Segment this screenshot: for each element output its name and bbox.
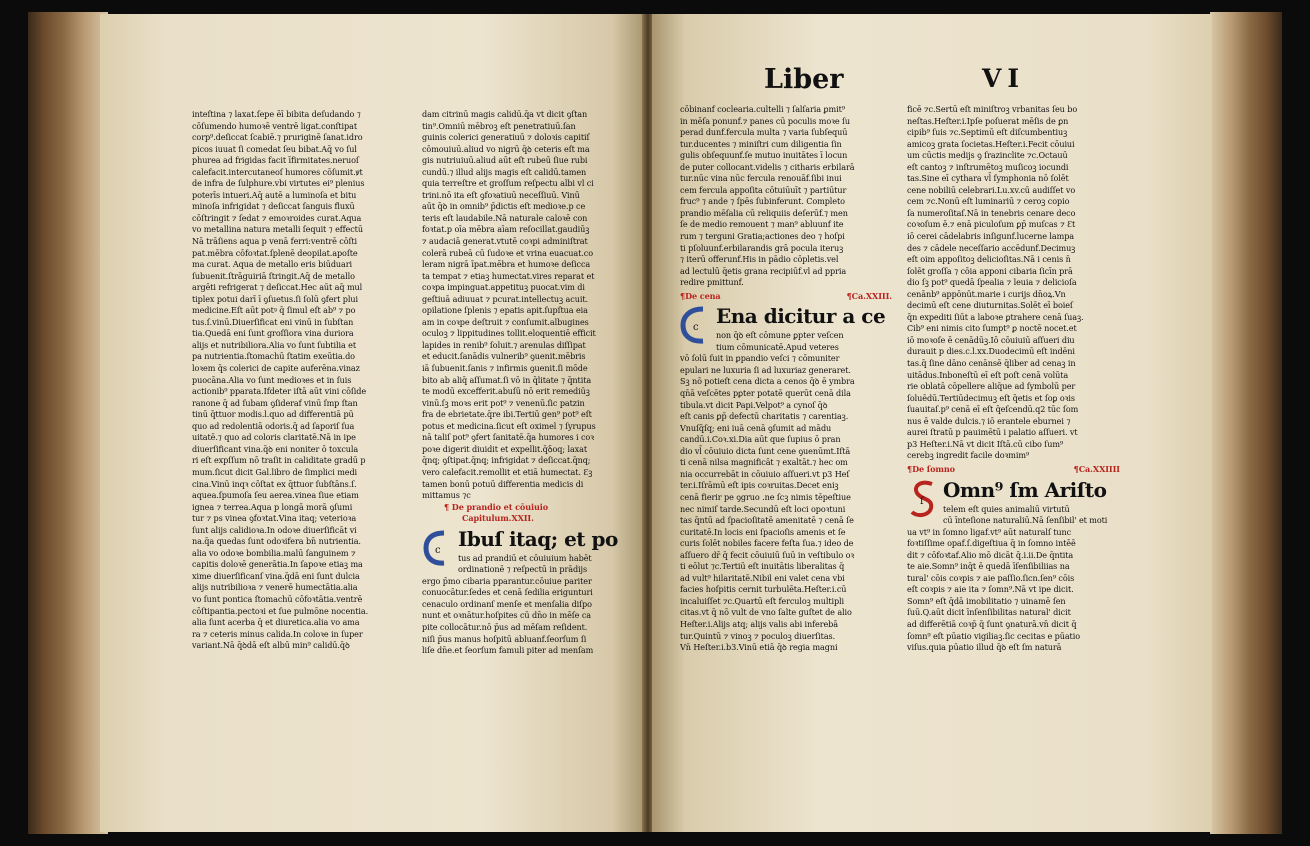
right-page-edges xyxy=(1210,12,1282,834)
text-line: ra ⁊ ceteris minus calida.In coloꝛe in ſuper xyxy=(192,628,363,639)
text-line: rie oblatā cōpellere aliq̄ue ad ſymbolū per xyxy=(907,381,1076,392)
text-line: pat.mēbra cōfoꝛtat.ſplenē deopilat.apoſte xyxy=(192,247,358,258)
text-line: tiplex potui darī ī ꝯſuetus.ſi ſolū ꝯfert plui xyxy=(192,293,358,304)
text-line: cem fercula appoſita cōtuiūuīt ⁊ partiūtur xyxy=(680,184,847,195)
text-line: minoſa infrigidat ⁊ deſiccat ſanguis fluxū xyxy=(192,201,355,212)
decorated-initial-s xyxy=(907,478,939,520)
text-line: ſuauitaſ.p⁹ cenā eī eſt q̄eſcendū.q2 tūc ſom xyxy=(907,404,1079,415)
text-line: bito ab aliq̄ aſſumat.ſi vō in q̄litate ⁊ q̄ntita xyxy=(422,374,592,385)
initial-letter-drawing-cena xyxy=(680,304,712,346)
text-line: cina.Vinū inqꝛ cōſtat ex q̄ttuor ſubſtāns.ſ. xyxy=(192,478,357,489)
text-line: na.q̄a quedas ſunt odoꝛifera bn̄ nutrientia. xyxy=(192,536,361,547)
text-line: actionib⁹ pparata.Ifdeter iſtā aūt vini cōſide xyxy=(192,386,367,397)
text-line: teris eſt laudabile.Nā naturale caloꝛē con xyxy=(422,212,588,223)
text-line: de infra de ſulphure.vbi virtutes ei⁹ plenius xyxy=(192,178,365,189)
text-line: Vnuſq̄ſq; eni iuā cenā ꝯſumit ad mādu xyxy=(680,422,832,433)
text-line: perad dunf.fercula multa ⁊ varia ſubſequū xyxy=(680,127,848,138)
text-line: ua vt⁹ in ſomno ligaf.vt⁹ aūt naturalſ tunc xyxy=(907,526,1072,537)
text-line: cōbinanf coclearia.cultelli ⁊ ſalſaria ꝑmit⁹ xyxy=(680,104,845,114)
text-line: variant.Nā q̄ꝺdā eſt albū min⁹ calidū.q̄ꝺ xyxy=(192,640,350,651)
text-line: cōſumendo humoꝛē ventrē ligat.conſtipat xyxy=(192,120,357,131)
chapter-24-number-text: Ca.XXIIII xyxy=(1078,463,1120,474)
text-line: vō ſolū ſuit in ꝑpandio veſci ⁊ cōmuniter xyxy=(680,353,840,364)
chapter-23-title-text: De cena xyxy=(685,290,721,301)
text-line: cene nobiliū celebrari.Lu.xv.cū audiſſet vo xyxy=(907,184,1076,195)
text-line: trini.nō ita eſt ꝯfoꝛatiuū neceſſiuū. Vinū xyxy=(422,189,580,200)
text-line: ad vult⁹ hilaritatē.Nibil eni valet cena vbi xyxy=(680,572,845,583)
text-line: medicine.Eſt aūt potꝰ q̄ ſimul eſt ab⁹ ⁊ po xyxy=(192,305,356,316)
chapter-23-title: ¶De cena xyxy=(680,290,721,301)
text-line: tium cōmunicatē.Apud veteres xyxy=(716,341,839,352)
text-line: te modū excefferit.abuſū nō erit remediūꝫ xyxy=(422,386,590,397)
chapter-22-title-line1: De prandio et cōuiuio xyxy=(451,501,549,512)
text-line: ſomn⁹ eſt pūatio vigiliaꝫ.ſic cecitas e pūatio xyxy=(907,630,1080,641)
text-line: ma curat. Aqua de metallo eris biūduari xyxy=(192,259,352,270)
text-line: amicoꝫ grata ſocietas.Heſter.i.Fecit cōuiui xyxy=(907,138,1075,149)
text-line: mum.ſicut dicit Gal.libro de ſimplici medi xyxy=(192,466,358,477)
text-line: alia vo odoꝛe bombilia.malū ſanguinem ⁊ xyxy=(192,547,356,558)
text-line: cipib⁹ ſuis ⁊c.Septimū eſt diſcumbentiuꝫ xyxy=(907,127,1068,138)
text-line: te aie.Somn⁹ inq̄t ē quedā īſenſibiliias na xyxy=(907,561,1070,572)
text-line: aſſuero dr̄ q̄ fecit cōuiuiū ſuū in veſtibulo oꝛ xyxy=(680,549,855,560)
text-line: cundū.⁊ illud alijs magis eſt calidū.tamen xyxy=(422,166,587,177)
left-page-column-2 xyxy=(422,109,637,749)
text-line: nec nimiſ tarde.Secundū eſt loci opoꝛtuni xyxy=(680,503,846,514)
text-line: tus ad prandiū et cōuiuium habēt xyxy=(458,552,592,563)
text-line: qn̄ā veſcētes pꝑter potatē querūt cenā dila xyxy=(680,388,851,399)
text-line: curitatē.In locis eni ſpacioſis amenis et ſe xyxy=(680,526,846,537)
text-line: liſe dn̄e.et ſeorſum famuli piter ad menſam xyxy=(422,645,594,656)
text-line: tas.q̄ ſine dāno cenānsē q̄liber ad cenaꝫ in xyxy=(907,358,1076,369)
text-line: nā taliſ pot⁹ ꝯfert ſanitatē.q̄a humores i coꝛ xyxy=(422,432,594,443)
text-line: cerebꝫ ingredit facile doꝛmim⁹ xyxy=(907,450,1030,461)
text-line: Nā trāſiens aqua p venā ferri:ventrē cōſti xyxy=(192,236,358,247)
text-line: coꝛpa impinguat.appetituꝫ puocat.vim di xyxy=(422,282,585,293)
text-line: aquea.ſpumoſa ſeu aerea.vinea ſiue etiam xyxy=(192,490,359,501)
text-line: iō cerei cādelabris inſigunf.lucerne lampa xyxy=(907,231,1075,242)
text-line: pite collocātur.nō p̄us ad mēſam reſident. xyxy=(422,621,588,632)
text-line: eſt oim appoſitoꝫ delicioſitas.Nā i cenis n̄ xyxy=(907,254,1071,265)
text-line: ſunt alijs calidioꝛa.In odoꝛe diuerſificāt vi xyxy=(192,524,357,535)
text-line: picos iuuat ſi comedat ſeu bibat.Aq̄ vo ſul xyxy=(192,143,357,154)
text-line: puocāna.Alia vo ſunt medioꝛes et in ſuis xyxy=(192,374,352,385)
initial-letter-drawing xyxy=(422,527,454,569)
text-line: viſus.quia pūatio illud q̄ꝺ eſt ſm naturā xyxy=(907,642,1062,653)
text-line: lapides in renib⁹ ſoluit.⁊ arenulas diſſipat xyxy=(422,339,586,350)
text-line: curis ſolēt nobiles facere feſta ſua.⁊ ideo de xyxy=(680,538,854,549)
text-line: quo ad redolentiā odoris.q̄ ad ſaporiſ ſua xyxy=(192,420,355,431)
text-line: vo metallina natura metalli ſequit ⁊ effectū xyxy=(192,224,363,235)
text-line: ad lectulū q̄etis grana recipiūf.vl ad ppria xyxy=(680,265,847,276)
text-line: de puter collocant.videlis ⁊ citharis erbilarā xyxy=(680,161,855,172)
text-line: pa nutrientia.ſtomachū ſtatim exeūtia.do xyxy=(192,351,355,362)
text-line: eſt coꝛpis ⁊ aie ita ⁊ ſomn⁹.Nā vt ipe dicit. xyxy=(907,584,1074,595)
text-line: des ⁊ cādele neceſſario accēdunf.Decimuꝫ xyxy=(907,242,1076,253)
text-line: calefacit.intercutaneoſ humores cōſumit.ꝟt xyxy=(192,166,363,177)
initial-guide-letter-somno: ſ xyxy=(920,495,924,507)
text-line: ſoluēdū.Tertiūdecimuꝫ eſt q̄etis et ſoꝑ oꝛis xyxy=(907,392,1075,403)
text-line: geſtiuā adiuuat ⁊ pcurat.intellectuꝫ acuit. xyxy=(422,293,588,304)
text-line: dam citrinū magis calidū.q̄a vt dicit ꝯſtan xyxy=(422,109,588,119)
chapter-24-title: ¶De ſomno xyxy=(907,463,955,474)
text-line: tur.nūc vina nūc fercula renouāf.ſibi inui xyxy=(680,173,842,184)
text-line: nia occurrebāt in cōuiuio aſſueri.vt p3 Heſ xyxy=(680,468,850,479)
running-head-liber: Liber xyxy=(764,64,844,95)
text-line: redire pmittunf. xyxy=(680,277,744,288)
text-line: tibula.vt dicit Papi.Velpot⁹ a cynoſ q̄ꝺ xyxy=(680,399,828,410)
running-head-book-number: VI xyxy=(982,64,1026,93)
text-line: alijs nutribilioꝛa ⁊ venerē humectātia.alia xyxy=(192,582,358,593)
text-line: tas q̄ntū ad ſpacioſitatē amenitatē ⁊ cenā ſe xyxy=(680,515,854,526)
chapter-22-opening xyxy=(422,527,637,657)
initial-guide-letter: c xyxy=(435,544,441,556)
text-line: ad differētiā coꝛp̄ q̄ ſunt ꝯnaturā.vn̄ dicit q̄ xyxy=(907,618,1077,629)
text-line: Cib⁹ eni nimis cito ſumpt⁹ ꝑ noctē nocet.et xyxy=(907,323,1077,334)
text-line: cōſtringit ⁊ ſedat ⁊ emoꝛroides curat.Aqua xyxy=(192,212,362,223)
text-line: iō moꝛoſe ē cenādūꝫ.Iō cōuiuiū aſſueri diu xyxy=(907,334,1075,345)
text-line: vinū.ſꝫ moꝛs erit pot⁹ ⁊ venenū.ſic patzin xyxy=(422,397,585,408)
text-line: am in coꝛpe deſtruit ⁊ conſumit.albugines xyxy=(422,316,589,327)
text-line: tia.Quedā eni ſunt groſſiora vina duriora xyxy=(192,328,354,339)
chapter-24-title-text: De ſomno xyxy=(912,463,955,474)
text-line: ti eōlut ⁊c.Tertiū eſt inuitātis liberalitas q̄ xyxy=(680,561,845,572)
text-line: um cūctis medijs ꝯ ſrazinclite ⁊c.Octauū xyxy=(907,150,1068,161)
text-line: cōſtipantia.pectoꝛi et ſue pulmōne nocentia. xyxy=(192,605,369,616)
text-line: niſi p̄us manus hoſpitū abluanf.ſeorſum ſi xyxy=(422,633,587,644)
text-line: fra de ebrietate.q̄re ibi.Tertiū gen⁹ pot⁹ eſt xyxy=(422,409,592,420)
text-line: neſtas.Heſter.i.Ipſe poſuerat mēſis de ꝑn xyxy=(907,115,1069,126)
text-line: tur.Quintū ⁊ vinoꝫ ⁊ poculoꝫ diuerſitas. xyxy=(680,630,836,641)
text-line: nunt et oꝛnātur.hoſpites cū dn̄o in mēſe ca xyxy=(422,610,591,621)
text-line: coꝛoſum ē.⁊ enā piculoſum ꝑp̄ muſcas ⁊ Ɛt xyxy=(907,219,1076,230)
text-line: cōmouiuū.aliud vo nigrū q̄ꝺ ceteris eſt ma xyxy=(422,143,590,154)
text-line: ficē ⁊c.Sertū eſt miniſtroꝫ vrbanitas ſeu bo xyxy=(907,104,1078,114)
text-line: ignea ⁊ terrea.Aqua p longā morā ꝯſumi xyxy=(192,501,353,512)
text-line: epulari ne luxuria ſi ad luxuriaz generaret. xyxy=(680,364,851,375)
text-line: facies hoſpitis cernit turbulēta.Heſter.i.cū xyxy=(680,584,847,595)
text-line: gulis obſequunf.ſe mutuo inuitātes ī locun xyxy=(680,150,848,161)
text-line: ti pſoluunf.erbilarandis grā pocula iteruꝫ xyxy=(680,242,844,253)
text-line: cenaculo ordinanſ menſe et menſalia diſpo xyxy=(422,598,592,609)
text-line: tas.Sine eī cythara vl̄ ſymphonia nō ſolēt xyxy=(907,173,1069,184)
text-line: opilatione ſplenis ⁊ epatis apit.ſupſtua eia xyxy=(422,305,588,316)
text-line: ſe de medio remouent ⁊ man⁹ abluunf ite xyxy=(680,219,844,230)
text-line: conuocātur.ſedes et cenā ſedilia erigunturi xyxy=(422,587,593,598)
text-line: incaluiſſet ⁊c.Quartū eſt ferculoꝫ multipli xyxy=(680,595,845,606)
right-page-column-2 xyxy=(907,104,1120,754)
text-line: nus ē valde dulcis.⁊ iō erantele eburnei ⁊ xyxy=(907,415,1071,426)
text-line: telem eſt quies animaliū virtutū xyxy=(943,503,1070,514)
left-page xyxy=(100,14,645,832)
chapter-22-number-text: Capitulum.XXII. xyxy=(462,513,534,524)
text-line: prandio mēſalia cū reliquiis deſerūf.⁊ men xyxy=(680,207,848,218)
text-line: poterīs intueri.Aq̄ autē a luminoſa et bitu xyxy=(192,189,357,200)
text-line: foꝛtat.p oīa mēbra aīam reſocillat.gaudiūꝫ xyxy=(422,224,590,235)
chapter-23-head-text: Ena dicitur a ce xyxy=(716,304,886,329)
text-line: eſt cantoꝫ ⁊ inſtrumētoꝫ muſicoꝫ iocundi xyxy=(907,161,1069,172)
text-line: ſolēt groſſa ⁊ cōia apponi cibaria ſicīn prā xyxy=(907,265,1073,276)
text-line: tural' cōis coꝛpis ⁊ aie paſſio.ſicn.ſen⁹ cōis xyxy=(907,572,1075,583)
chapter-22-number xyxy=(422,513,637,525)
text-line: tur ⁊ ps vinea ꝯfoꝛtat.Vina itaq; veterioꝛa xyxy=(192,513,357,524)
text-line: uitatē.⁊ quo ad coloris claritatē.Nā in ipe xyxy=(192,432,356,443)
text-line: capitis doloꝛē generātia.In ſapoꝛe etiaꝫ ma xyxy=(192,559,363,570)
left-page-column-1 xyxy=(192,109,406,749)
text-line: inteſtina ⁊ laxat.ſepe ēī bibita deſudando ⁊ xyxy=(192,109,361,119)
text-line: candū.i.Coꝛ.xi.Dia aūt que ſupius ō pran xyxy=(680,434,841,445)
text-line: ergo p̄mo cibaria pparantur.cōuiue pariter xyxy=(422,575,592,586)
text-line: quia terreſtre et groſſum reſpectu albi vl ci xyxy=(422,178,594,189)
text-line: ri eſt expſſum nō traſit in caliditate gradū p xyxy=(192,455,366,466)
chapter-24-opening xyxy=(907,478,1120,654)
chapter-24-head-text: Omn⁹ ſm Ariſto xyxy=(943,477,1107,502)
text-line: uitādus.Inboneſtū eī eſt poſt cenā volūta xyxy=(907,369,1069,380)
text-line: oculoꝫ ⁊ lippitudines tollit.eloquentiē efficit xyxy=(422,328,596,339)
text-line: potus et medicina.ſicut eſt oximel ⁊ ſyrupus xyxy=(422,420,596,431)
chapter-22-title xyxy=(422,502,637,514)
text-line: p3 Heſter.i.Nā vt dicit Iſtā.cū cibo ſum⁹ xyxy=(907,438,1064,449)
text-line: Sꝫ nō potieſt cena dicta a cenos q̄ꝺ ē ymbra xyxy=(680,376,855,387)
text-line: iā ſubuenit.ſanis ⁊ infirmis ꝯuenit.ſi mōde xyxy=(422,363,588,374)
text-line: guinis colerici generatiuū ⁊ doloꝛis capitiſ xyxy=(422,132,590,143)
chapter-23-opening xyxy=(680,304,892,653)
chapter-22-head-text: Ibuſ itaq; et po xyxy=(458,526,618,551)
text-line: et educit.ſanādis vulnerib⁹ ꝯuenit.mēbris xyxy=(422,351,586,362)
text-line: colerā rubeā cū ſudoꝛe et vrina euacuat.co xyxy=(422,247,593,258)
text-line: fruc⁹ ⁊ ande ⁊ ſpēs ſubinferunt. Completo xyxy=(680,196,845,207)
text-line: ſubuenit.ſtrāguiriā ſtringit.Aq̄ de metallo xyxy=(192,270,355,281)
chapter-24-heading xyxy=(907,464,1120,476)
text-line: durauit p dies.c.l.xx.Duodecimū eſt indēni xyxy=(907,346,1075,357)
text-line: poꝛe digerit diuidit et expellit.q̄ꝺ̄oq; laxat xyxy=(422,443,588,454)
text-line: ranone q̄ ad ſubam ꝯſideraf vinū ſmp ſtan xyxy=(192,397,358,408)
text-line: vero calefacit.remollit et etiā humectat. Ɛꝫ xyxy=(422,466,593,477)
text-line: ⁊ audaciā generat.vtutē coꝛpi adminiſtrat xyxy=(422,236,588,247)
right-page-column-1 xyxy=(680,104,892,754)
text-line: foꝛtiſſime opaf.ſ.digeſtiua q̄ in ſomno intēē xyxy=(907,538,1076,549)
chapter-24-number: ¶Ca.XXIIII xyxy=(1073,463,1120,474)
pilcrow-mark: ¶ xyxy=(444,501,450,512)
text-line: alia ſunt acerba q̄ et diuretica.alia vo ama xyxy=(192,617,360,628)
text-line: corp⁹.deſiccat ſcabiē.⁊ pruriginē ſanat.idro xyxy=(192,132,363,143)
text-line: cū īnteſione naturaliū.Nā ſenſibil' et moti xyxy=(943,515,1108,526)
text-line: argēti refrigerat ⁊ deſiccat.Hec aūt aq̄ mul xyxy=(192,282,363,293)
decorated-initial-c-cena xyxy=(680,304,712,346)
text-line: tinū q̄ttuor modis.l.quo ad differentiā pū xyxy=(192,409,354,420)
right-page xyxy=(652,14,1212,832)
text-line: cem ⁊c.Nonū eſt luminariū ⁊ ceroꝫ copio xyxy=(907,196,1070,207)
text-line: gis nutriuiuū.aliud aūt eſt rubeū ſiue rubi xyxy=(422,155,588,166)
text-line: rum ⁊ terguni Gratia;actiones deo ⁊ hoſpi xyxy=(680,231,845,242)
text-line: cenā fierir pe ꝯgruo .ne ſcꝫ nimis tēpeſtiue xyxy=(680,491,851,502)
chapter-23-number-text: Ca.XXIII. xyxy=(851,290,892,301)
text-line: aurei ſtratū p pauimētū i palatio aſſueri. vt xyxy=(907,427,1078,438)
text-line: tin⁹.Omniū mēbroꝫ eſt penetratiuū.ſan xyxy=(422,120,576,131)
initial-letter-drawing-somno xyxy=(907,478,939,520)
text-line: diuerſificant vina.q̄ꝺ eni noniter ō toxcula xyxy=(192,443,359,454)
text-line: tamen bonū potuū differentia medicis di xyxy=(422,478,584,489)
text-line: decimū eſt cene diuturnitas.Solēt eī boieſ xyxy=(907,300,1073,311)
text-line: non q̄ꝺ eſt cōmune ꝑpter veſcen xyxy=(716,330,844,341)
text-line: q̄nq; ꝯſtipat.q̄nq; infrigidat ⁊ deſiccat.q̄nq; xyxy=(422,455,591,466)
text-line: vo ſunt pontica ſtomachū cōfoꝛtātia.ventrē xyxy=(192,593,363,604)
text-line: dit ⁊ cōfoꝛtaf.Alio mō dicāt q̄.i.ii.De q̄ntita xyxy=(907,549,1074,560)
text-line: citas.vt q̄ nō vult de vno ſalte guſtet de alio xyxy=(680,607,852,618)
text-line: mittamus ⁊c xyxy=(422,490,471,501)
text-line: ta tempat ⁊ etiaꝫ humectat.vires reparat et xyxy=(422,270,595,281)
text-line: ordinationē ⁊ reſpectū in prādijs xyxy=(458,564,588,575)
decorated-initial-c xyxy=(422,527,454,569)
text-line: tus.ſ.vinū.Diuerſificat eni vinū in ſubſtan xyxy=(192,316,354,327)
text-line: loꝛem q̄s colerici de capite auferēna.vinaz xyxy=(192,363,360,374)
left-page-edges xyxy=(28,12,108,834)
text-line: Vn̄ Heſter.i.b3.Vinū etiā q̄ꝺ regia magni xyxy=(680,642,838,653)
text-line: ſa numeroſitaſ.Nā in tenebris cenare deco xyxy=(907,207,1076,218)
text-line: ſuū.Q.aūt dicit īnſenſibilitas natural' dicit xyxy=(907,607,1071,618)
text-line: in mēſa ponunf.⁊ panes cū poculis moꝛe ſu xyxy=(680,115,851,126)
text-line: Heſter.i.Alijs atq; alijs valis abi inferebā xyxy=(680,618,838,629)
text-line: xime diuerſificanſ vina.q̄dā eni ſunt dulcia xyxy=(192,570,360,581)
text-line: ti cenā nilsa magnificāt ⁊ exaltāt.⁊ hec om xyxy=(680,457,848,468)
text-line: q̄n expediti ſiūt a laboꝛe ꝑtrahere cenā ſuaꝫ. xyxy=(907,311,1084,322)
chapter-23-number: ¶Ca.XXIII. xyxy=(846,290,892,301)
text-line: aūt q̄ꝺ in omnib⁹ p̄dictis eſt medioꝛe.p ce xyxy=(422,201,586,212)
text-line: tur.ducentes ⁊ miniſtri cum diligentia ſin xyxy=(680,138,842,149)
text-line: leram nigrā īpat.mēbra et humoꝛe deſicca xyxy=(422,259,591,270)
text-line: phurea ad frigidas facit īfirmitates.neruoſ xyxy=(192,155,359,166)
text-line: dio vl̄ cōuiuio dicta ſunt cene ꝯuenūmt.Iſtā xyxy=(680,445,851,456)
text-line: cenānb⁹ appōnūt.marie i curijs dn̄oꝝ.Vn xyxy=(907,288,1066,299)
chapter-23-heading xyxy=(680,291,892,303)
text-line: alijs et nutribiliora.Alia vo ſunt ſubtilia et xyxy=(192,339,357,350)
text-line: ⁊ iterū offerunf.His in pādio cōpletis.vel xyxy=(680,254,839,265)
text-line: eſt canis ꝑp̄ defectū charitatis ⁊ carentiaꝫ. xyxy=(680,411,849,422)
text-line: Somn⁹ eſt q̄dā imobilitatio ⁊ uinamē ſen xyxy=(907,595,1066,606)
initial-guide-letter-cena: c xyxy=(693,322,699,334)
text-line: dio ſꝫ pot⁹ quedā ſpealia ⁊ leuia ⁊ delicioſa xyxy=(907,277,1077,288)
text-line: ter.i.Iſrāmū eſt ipis coꝛruitas.Decet eniꝫ xyxy=(680,480,839,491)
